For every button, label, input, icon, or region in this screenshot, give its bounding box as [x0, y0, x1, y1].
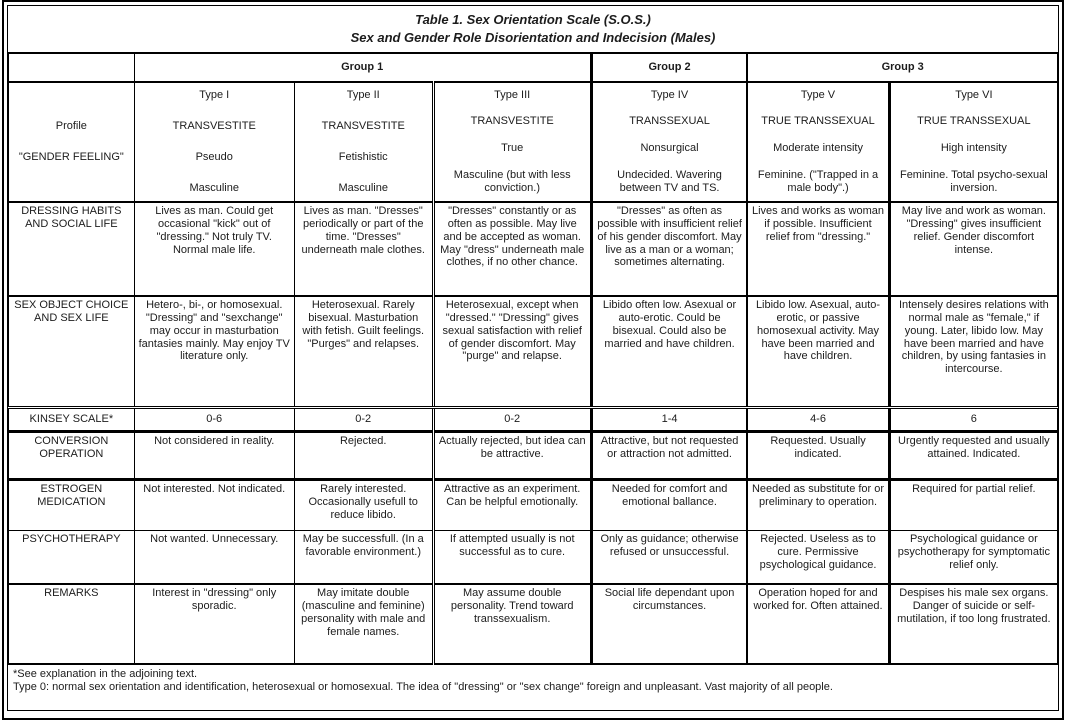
- group-header-row: [9, 54, 1058, 82]
- cell-remarks-type4: Social life dependant upon circumstances.: [591, 584, 747, 664]
- cell-dressing-type3: "Dresses" constantly or as often as possible. May live and be accepted as woman. May "dress" underneath male clothes, if no other chance.: [433, 202, 591, 296]
- cell-kinsey-type1: 0-6: [134, 408, 294, 432]
- table-title-line1: Table 1. Sex Orientation Scale (S.O.S.): [415, 12, 651, 27]
- type5-label: Type V: [800, 88, 836, 101]
- cell-dressing-type2: Lives as man. "Dresses" periodically or part of the time. "Dresses" underneath male clothes.: [294, 202, 433, 296]
- cell-psychotherapy-type3: If attempted usually is not successful as to cure.: [433, 531, 591, 584]
- type2-header-cell: [294, 82, 433, 202]
- cell-estrogen-type1: Not interested. Not indicated.: [134, 480, 294, 531]
- table-row-kinsey-scale: [9, 408, 1058, 432]
- cell-kinsey-type3: 0-2: [433, 408, 591, 432]
- cell-sexobject-type5: Libido low. Asexual, auto-erotic, or passive homosexual activity. May have been married and have children.: [747, 296, 889, 408]
- profile-label-line2: "GENDER FEELING": [18, 150, 124, 163]
- cell-estrogen-type5: Needed as substitute for or preliminary to operation.: [747, 480, 889, 531]
- type3-header-cell: [433, 82, 591, 202]
- cell-remarks-type6: Despises his male sex organs. Danger of suicide or self-mutilation, if too long frustrated.: [889, 584, 1057, 664]
- type6-label: Type VI: [955, 88, 993, 101]
- cell-psychotherapy-type6: Psychological guidance or psychotherapy for symptomatic relief only.: [889, 531, 1057, 584]
- type6-category: TRUE TRANSSEXUAL: [917, 115, 1031, 128]
- table-row-conversion-operation: [9, 432, 1058, 480]
- type1-header-cell: [134, 82, 294, 202]
- type6-subtype: High intensity: [940, 141, 1007, 154]
- cell-dressing-type4: "Dresses" as often as possible with insufficient relief of his gender discomfort. May live as a man or a woman; sometimes alternating.: [591, 202, 747, 296]
- cell-estrogen-type3: Attractive as an experiment. Can be helpful emotionally.: [433, 480, 591, 531]
- row-label: DRESSING HABITS AND SOCIAL LIFE: [9, 202, 135, 296]
- row-label: SEX OBJECT CHOICE AND SEX LIFE: [9, 296, 135, 408]
- cell-kinsey-type4: 1-4: [591, 408, 747, 432]
- cell-estrogen-type6: Required for partial relief.: [889, 480, 1057, 531]
- sos-table: [8, 53, 1058, 665]
- type4-feeling: Undecided. Wavering between TV and TS.: [617, 168, 722, 194]
- cell-remarks-type3: May assume double personality. Trend toward transsexualism.: [433, 584, 591, 664]
- type5-subtype: Moderate intensity: [773, 141, 863, 154]
- scanned-table-page: [2, 0, 1064, 720]
- table-frame: [7, 5, 1059, 711]
- row-label: KINSEY SCALE*: [9, 408, 135, 432]
- group-header-empty-cell: [9, 54, 135, 82]
- cell-estrogen-type2: Rarely interested. Occasionally usefull to reduce libido.: [294, 480, 433, 531]
- cell-conversion-type1: Not considered in reality.: [134, 432, 294, 480]
- type3-category: TRANSVESTITE: [470, 115, 554, 128]
- table-row-dressing-habits: [9, 202, 1058, 296]
- type5-category: TRUE TRANSSEXUAL: [761, 115, 875, 128]
- cell-remarks-type1: Interest in "dressing" only sporadic.: [134, 584, 294, 664]
- type1-subtype: Pseudo: [195, 150, 233, 163]
- type1-category: TRANSVESTITE: [172, 119, 256, 132]
- cell-sexobject-type2: Heterosexual. Rarely bisexual. Masturbation with fetish. Guilt feelings. "Purges" and relapses.: [294, 296, 433, 408]
- cell-conversion-type4: Attractive, but not requested or attraction not admitted.: [591, 432, 747, 480]
- cell-remarks-type5: Operation hoped for and worked for. Often attained.: [747, 584, 889, 664]
- cell-psychotherapy-type4: Only as guidance; otherwise refused or unsuccessful.: [591, 531, 747, 584]
- row-label: ESTROGEN MEDICATION: [9, 480, 135, 531]
- cell-psychotherapy-type1: Not wanted. Unnecessary.: [134, 531, 294, 584]
- type1-feeling: Masculine: [189, 181, 239, 194]
- row-label: REMARKS: [9, 584, 135, 664]
- type5-feeling: Feminine. ("Trapped in a male body".): [757, 168, 879, 194]
- group1-header: Group 1: [134, 54, 591, 82]
- footnote-block: [8, 665, 1058, 710]
- cell-sexobject-type6: Intensely desires relations with normal male as "female," if young. Later, libido low. May have been married and have children, by using fantasies in intercourse.: [889, 296, 1057, 408]
- type2-feeling: Masculine: [338, 181, 388, 194]
- cell-conversion-type2: Rejected.: [294, 432, 433, 480]
- type4-category: TRANSSEXUAL: [629, 115, 710, 128]
- cell-psychotherapy-type5: Rejected. Useless as to cure. Permissive psychological guidance.: [747, 531, 889, 584]
- type2-subtype: Fetishistic: [338, 150, 388, 163]
- type1-label: Type I: [199, 88, 230, 101]
- row-label: PSYCHOTHERAPY: [9, 531, 135, 584]
- cell-conversion-type6: Urgently requested and usually attained. Indicated.: [889, 432, 1057, 480]
- table-row-sex-object-choice: [9, 296, 1058, 408]
- cell-remarks-type2: May imitate double (masculine and feminine) personality with male and female names.: [294, 584, 433, 664]
- type6-feeling: Feminine. Total psycho-sexual inversion.: [899, 168, 1048, 194]
- cell-dressing-type6: May live and work as woman. "Dressing" gives insufficient relief. Gender discomfort intense.: [889, 202, 1057, 296]
- table-row-psychotherapy: [9, 531, 1058, 584]
- cell-conversion-type5: Requested. Usually indicated.: [747, 432, 889, 480]
- type-header-row: [9, 82, 1058, 202]
- table-row-estrogen-medication: [9, 480, 1058, 531]
- type3-label: Type III: [494, 88, 531, 101]
- table-title: [8, 6, 1058, 53]
- type4-header-cell: [591, 82, 747, 202]
- table-row-remarks: [9, 584, 1058, 664]
- row-label: CONVERSION OPERATION: [9, 432, 135, 480]
- type6-header-cell: [889, 82, 1057, 202]
- group2-header: Group 2: [591, 54, 747, 82]
- cell-sexobject-type3: Heterosexual, except when "dressed." "Dressing" gives sexual satisfaction with relief of gender discomfort. May "purge" and relapse.: [433, 296, 591, 408]
- cell-kinsey-type5: 4-6: [747, 408, 889, 432]
- footnote-line1: *See explanation in the adjoining text.: [13, 667, 198, 680]
- cell-dressing-type1: Lives as man. Could get occasional "kick" out of "dressing." Not truly TV. Normal male life.: [134, 202, 294, 296]
- cell-sexobject-type1: Hetero-, bi-, or homosexual. "Dressing" and "sexchange" may occur in masturbation fantasies mainly. May enjoy TV literature only.: [134, 296, 294, 408]
- profile-label-cell: [9, 82, 135, 202]
- profile-label-line1: Profile: [55, 119, 87, 132]
- cell-estrogen-type4: Needed for comfort and emotional ballance.: [591, 480, 747, 531]
- group3-header: Group 3: [747, 54, 1057, 82]
- type2-label: Type II: [346, 88, 380, 101]
- type3-feeling: Masculine (but with less conviction.): [453, 168, 571, 194]
- cell-conversion-type3: Actually rejected, but idea can be attractive.: [433, 432, 591, 480]
- cell-sexobject-type4: Libido often low. Asexual or auto-erotic. Could be bisexual. Could also be married and have children.: [591, 296, 747, 408]
- cell-dressing-type5: Lives and works as woman if possible. Insufficient relief from "dressing.": [747, 202, 889, 296]
- table-title-line2: Sex and Gender Role Disorientation and Indecision (Males): [350, 29, 716, 45]
- cell-kinsey-type2: 0-2: [294, 408, 433, 432]
- cell-kinsey-type6: 6: [889, 408, 1057, 432]
- type3-subtype: True: [501, 141, 524, 154]
- type4-label: Type IV: [650, 88, 689, 101]
- cell-psychotherapy-type2: May be successfull. (In a favorable environment.): [294, 531, 433, 584]
- type2-category: TRANSVESTITE: [321, 119, 405, 132]
- footnote-line2: Type 0: normal sex orientation and identification, heterosexual or homosexual. The idea of "dressing" or "sex change" foreign and unpleasant. Vast majority of all people.: [13, 681, 833, 694]
- type5-header-cell: [747, 82, 889, 202]
- type4-subtype: Nonsurgical: [640, 141, 699, 154]
